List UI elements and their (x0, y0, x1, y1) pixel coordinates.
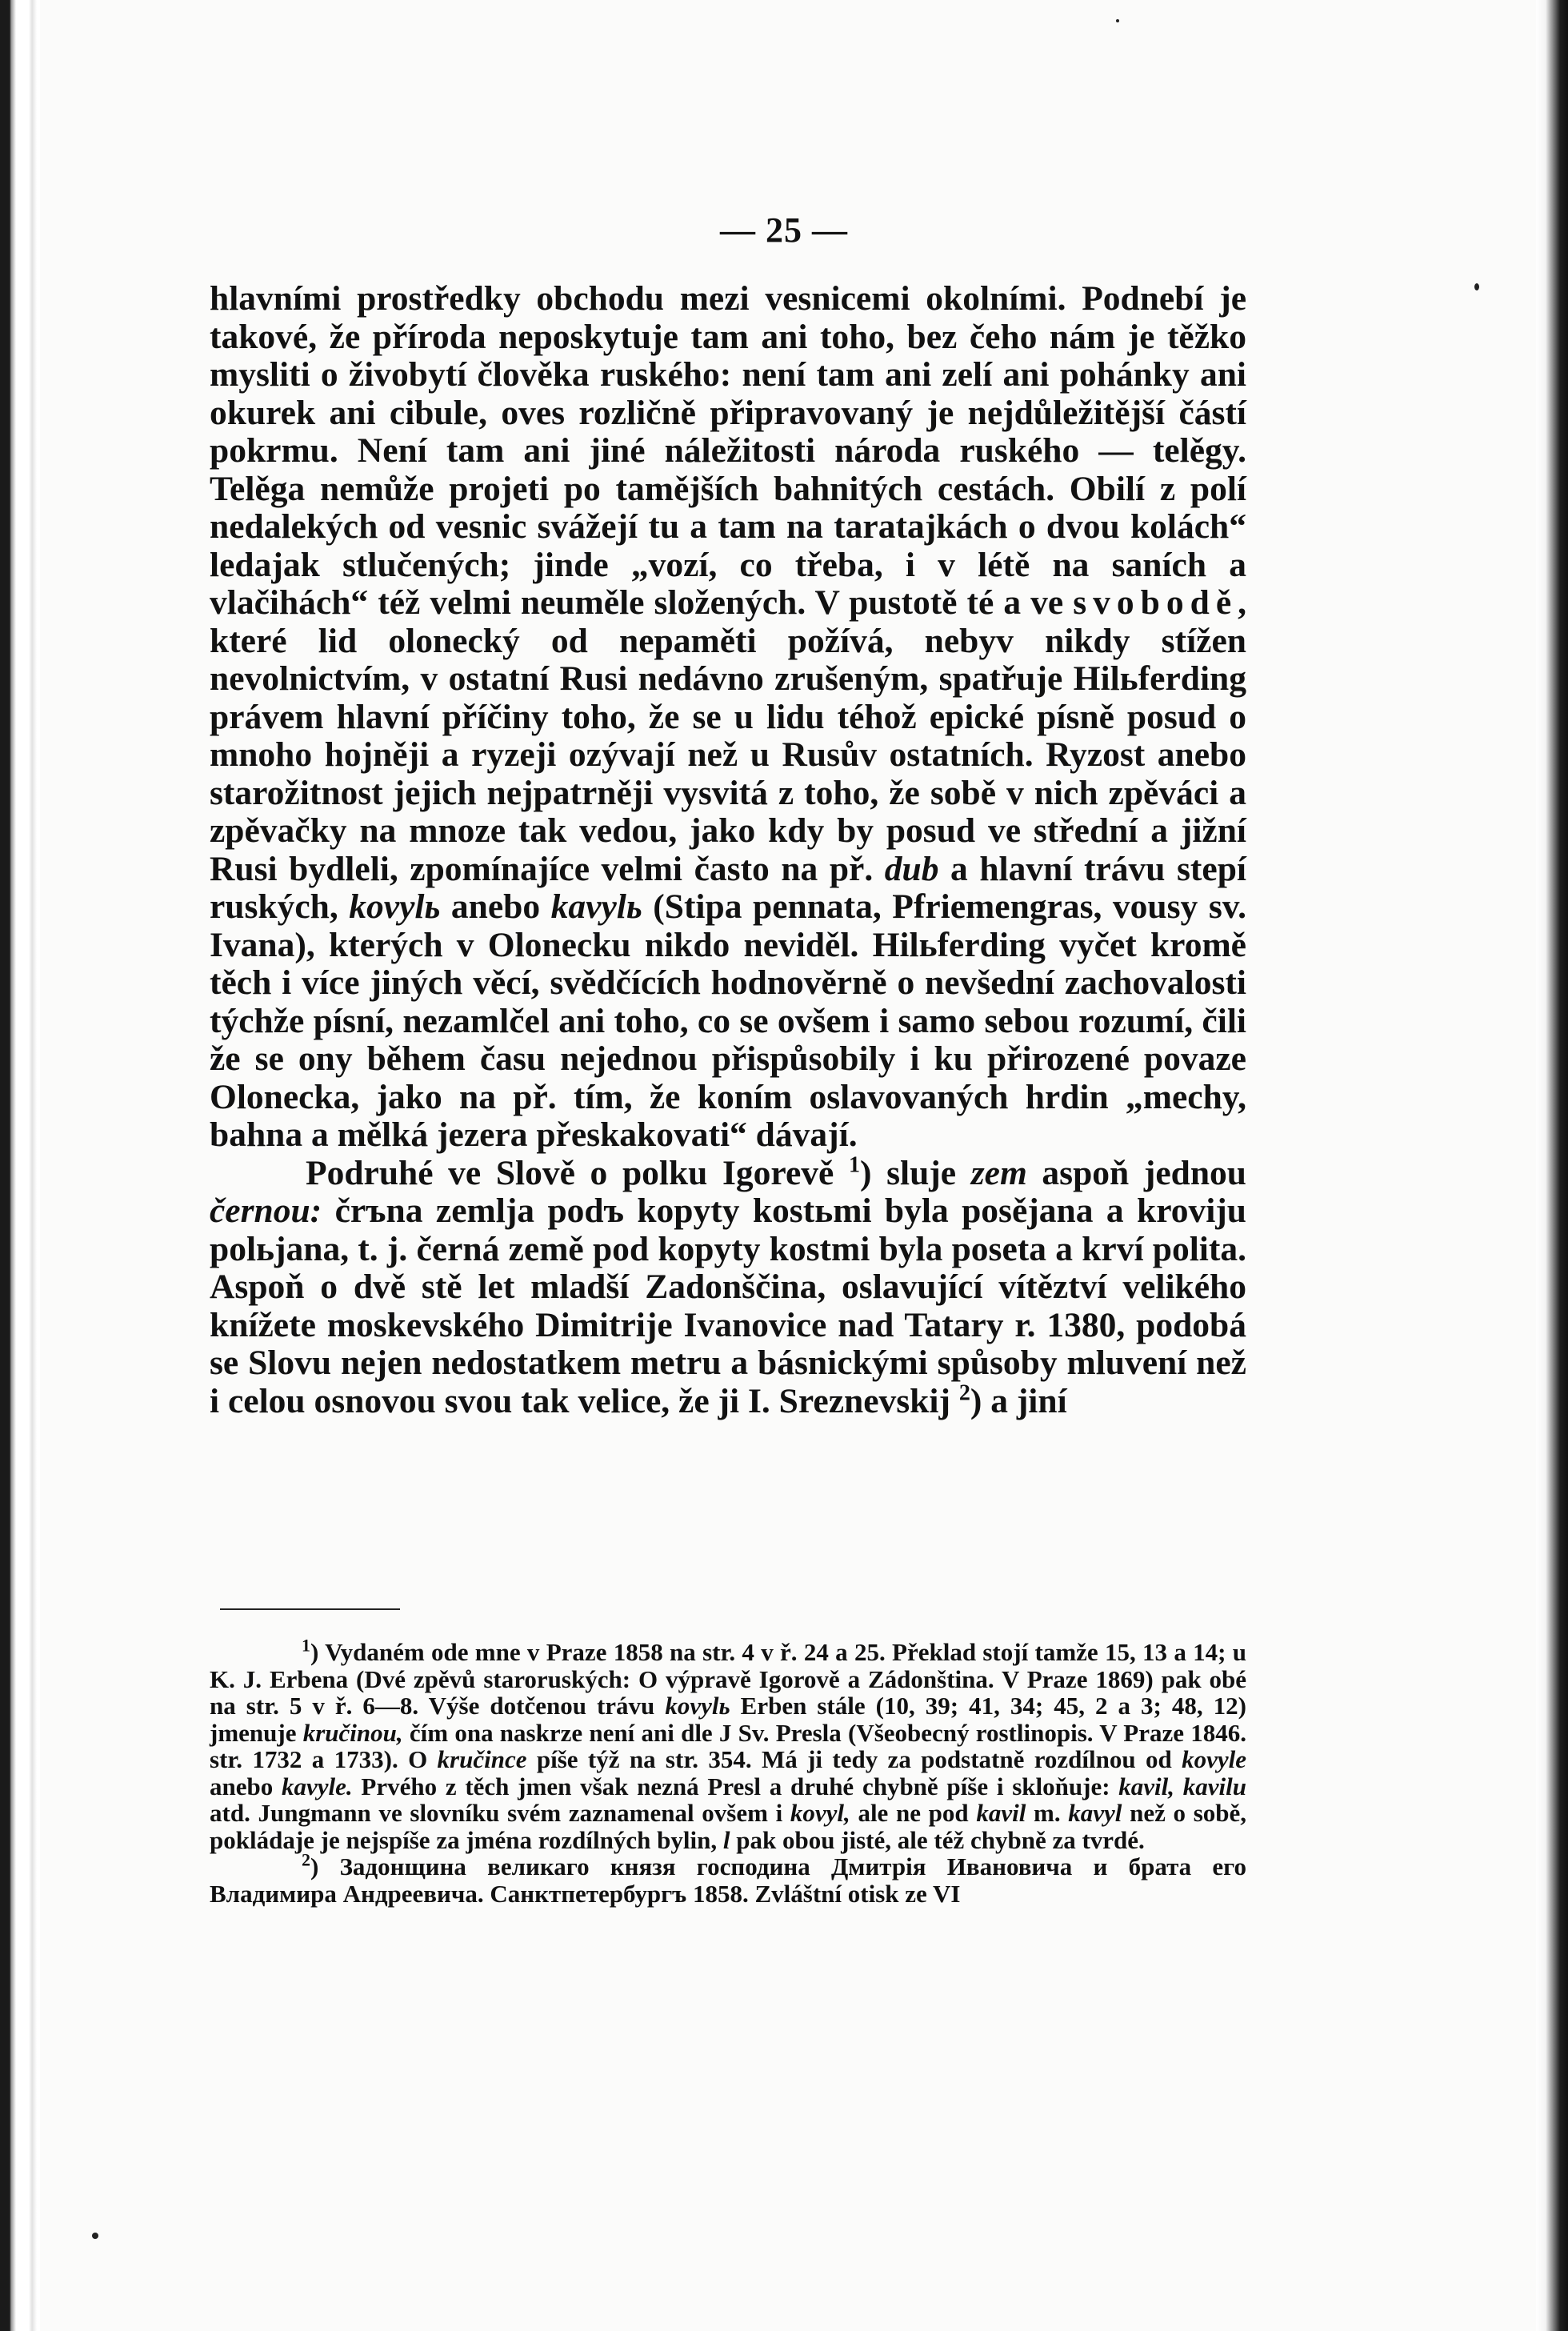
paragraph-2: Podruhé ve Slově o polku Igorevě $^1$) sluje zem aspoň jednou černou: črъna zemlja podъ kopyty kostьmi byla posějana a kroviju polьjana, t. j. černá země pod kopyty kostmi byla poseta a krví polita. Aspoň o dvě stě let mladší Zadonščina, oslavující vítěztví velikého knížete moskevského Dimitrije Ivanovice nad Tatary r. 1380, podobá se Slovu nejen nedostatkem metru a básnickými spůsoby mluvení než i celou osnovou svou tak velice, že ji I. Sreznevskij $^2$) a jiní (210, 1152, 1247, 1420)
footnote-marker: 1 (302, 1635, 310, 1656)
footnote-ref-1: 1 (848, 1152, 860, 1177)
italic-term: černou: (210, 1192, 322, 1230)
scan-speck (92, 2233, 98, 2239)
footnotes (210, 1635, 1247, 1908)
footnote-1: $^1$) Vydaném ode mne v Praze 1858 na str. 4 v ř. 24 a 25. Překlad stojí tamže 15, 13 a 14; u K. J. Erbena (Dvé zpěvů staroruských: O výpravě Igorově a Zádonština. V Praze 1869) pak obé na str. 5 v ř. 6—8. Výše dotčenou trávu kovylь Erben stále (10, 39; 41, 34; 45, 2 a 3; 48, 12) jmenuje kručinou, čím ona naskrze není ani dle J Sv. Presla (Všeobecný rostlinopis. V Praze 1846. str. 1732 a 1733). O kručince píše týž na str. 354. Má ji tedy za podstatně rozdílnou od kovyle anebo kavyle. Prvého z těch jmen však nezná Presl a druhé chybně píše i skloňuje: kavil, kavilu atd. Jungmann ve slovníku svém zaznamenal ovšem i kovyl, ale ne pod kavil m. kavyl než o sobě, pokládaje je nejspíše za jména rozdílných bylin, l pak obou jisté, ale též chybně za tvrdé. (210, 1635, 1247, 1854)
italic-term: dub (884, 849, 939, 888)
italic-term: kovylь (349, 887, 441, 926)
scan-speck (1474, 283, 1479, 290)
main-text (210, 280, 1246, 1420)
emphasis-spaced: svobodě (1073, 583, 1238, 622)
scan-speck (1116, 19, 1119, 22)
page-number: — 25 — (720, 210, 848, 250)
italic-term: zem (970, 1153, 1027, 1192)
footnote-marker: 2 (302, 1849, 310, 1870)
italic-term: kavylь (550, 887, 642, 926)
footnote-2: $^2$) Задонщина великаго князя господина Дмитрія Ивановича и брата его Владимира Андреевича. Санктпетербургъ 1858. Zvláštní otisk ze VI (210, 1849, 1246, 1908)
paragraph-1: hlavními prostředky obchodu mezi vesnicemi okolními. Podnebí je takové, že příroda neposkytuje tam ani toho, bez čeho nám je těžko mysliti o živobytí člověka ruského: není tam ani zelí ani pohánky ani okurek ani cibule, oves rozličně připravovaný je nejdůležitější částí pokrmu. Není tam ani jiné náležitosti národa ruského — telěgy. Telěga nemůže projeti po tamějších bahnitých cestách. Obilí z polí nedalekých od vesnic svážejí tu a tam na taratajkách o dvou kolách“ ledajak stlučených; jinde „vozí, co třeba, i v létě na saních a vlačihách“ též velmi neuměle složených. V pustotě té a ve svobodě, které lid olonecký od nepaměti požívá, nebyv nikdy stížen nevolnictvím, v ostatní Rusi nedávno zrušeným, spatřuje Hilьferding právem hlavní příčiny toho, že se u lidu téhož epické písně posud o mnoho hojněji a ryzeji ozývají než u Rusův ostatních. Ryzost anebo starožitnost jejich nejpatrněji vysvitá z toho, že sobě v nich zpěváci a zpěvačky na mnoze tak vedou, jako kdy by posud ve střední a jižní Rusi bydleli, zpomínajíce velmi často na př. dub a hlavní trávu stepí ruských, kovylь anebo kavylь (Stipa pennata, Pfriemengras, vousy sv. Ivana), kterých v Olonecku nikdo neviděl. Hilьferding vyčet kromě těch i více jiných věcí, svědčících hodnověrně o nevšední zachovalosti týchže písní, nezamlčel ani toho, co se ovšem i samo sebou rozumí, čili že se ony během času nejednou přispůsobily i ku přirozené povaze Olonecka, jako na př. tím, že koním oslavovaných hrdin „mechy, bahna a mělká jezera přeskakovati“ dávají. (210, 279, 1246, 1154)
footnote-ref-2: 2 (958, 1380, 970, 1405)
footnote-divider (220, 1608, 400, 1610)
book-gutter (0, 0, 40, 2331)
page-edge (1536, 0, 1568, 2331)
